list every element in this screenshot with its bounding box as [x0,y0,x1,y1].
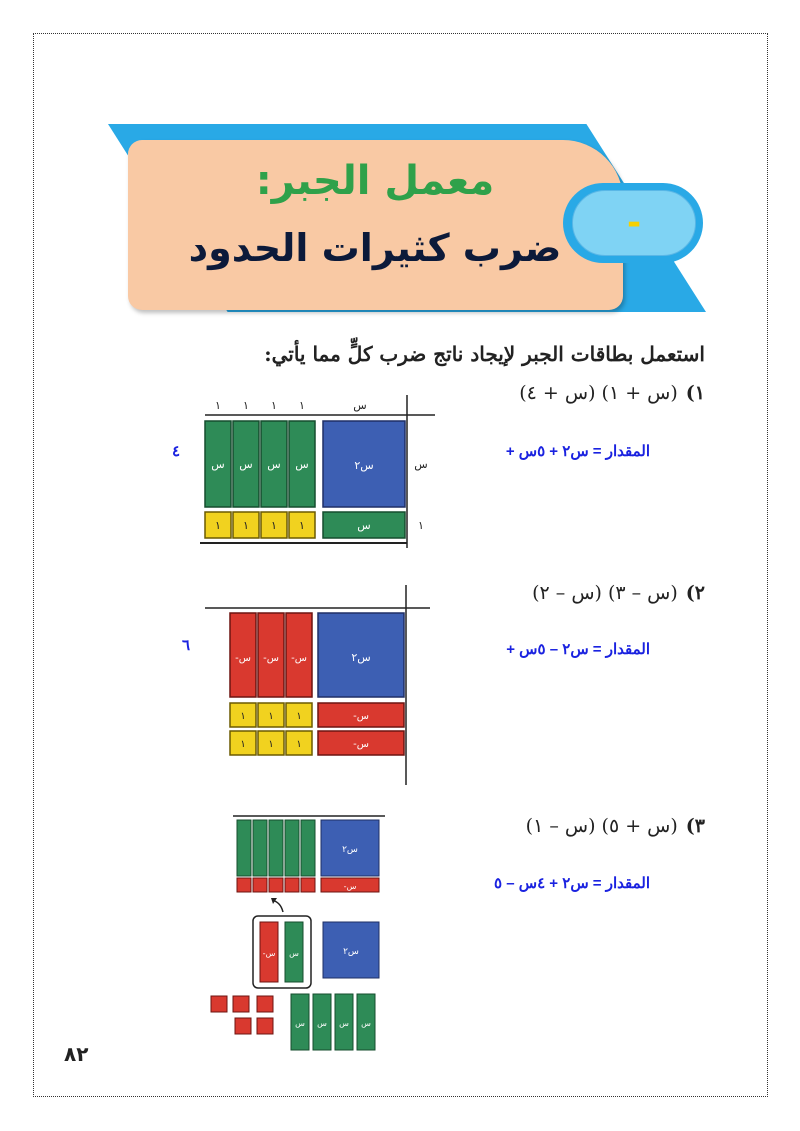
svg-text:س٢: س٢ [342,845,358,855]
svg-text:-س: -س [235,653,251,664]
algebra-tiles-2 [200,585,435,790]
svg-text:-س: -س [291,653,307,664]
answer-3: المقدار = س٢ + ٤س – ٥ [494,875,650,892]
side-value-2: ٦ [182,637,191,654]
svg-text:س: س [211,458,225,471]
problem-2 [532,582,705,604]
side-value-1: ٤ [172,443,181,460]
svg-text:-س: -س [262,949,276,958]
svg-text:١: ١ [243,399,249,412]
answer-2: المقدار = س٢ – ٥س + [506,641,650,658]
instruction-text: استعمل بطاقات الجبر لإيجاد ناتج ضرب كلٍّ مما يأتي: [264,342,705,366]
page-title: معمل الجبر: [255,158,495,204]
algebra-tiles-1 [195,393,440,553]
svg-text:س: س [289,949,299,958]
svg-text:١: ١ [240,739,246,750]
svg-text:١: ١ [268,739,274,750]
x-squared-tile [321,820,379,876]
svg-text:س: س [357,519,371,532]
svg-text:س: س [339,1019,349,1028]
svg-text:س: س [317,1019,327,1028]
page-number: ٨٢ [64,1042,89,1066]
svg-text:س٢: س٢ [351,651,371,664]
svg-text:١: ١ [299,519,305,532]
svg-text:-س: -س [353,739,369,750]
page-subtitle: ضرب كثيرات الحدود [188,226,562,270]
svg-text:س: س [239,458,253,471]
svg-text:١: ١ [215,399,221,412]
svg-text:١: ١ [296,711,302,722]
svg-text:س٢: س٢ [354,459,374,472]
svg-text:١: ١ [299,399,305,412]
problem-expression: (س + ١) (س + ٤) [519,382,678,404]
svg-text:-س: -س [343,882,357,891]
problem-3 [526,815,705,837]
svg-text:س٢: س٢ [343,947,359,957]
svg-text:س: س [295,1019,305,1028]
problem-1 [519,382,705,404]
svg-text:-س: -س [263,653,279,664]
lesson-badge: - [572,190,696,256]
svg-text:١: ١ [418,519,424,532]
svg-text:١: ١ [240,711,246,722]
svg-text:س: س [414,458,428,471]
svg-text:١: ١ [271,519,277,532]
problem-number: ١) [685,382,705,404]
svg-text:س: س [267,458,281,471]
problem-number: ٢) [685,582,705,604]
svg-text:-س: -س [353,711,369,722]
svg-text:١: ١ [296,739,302,750]
problem-expression: (س + ٥) (س – ١) [525,815,678,837]
algebra-tiles-3 [205,812,390,1057]
svg-text:س: س [361,1019,371,1028]
svg-text:١: ١ [268,711,274,722]
svg-text:س: س [353,399,367,412]
svg-text:١: ١ [243,519,249,532]
x-squared-tile [323,421,405,507]
svg-text:س: س [295,458,309,471]
problem-expression: (س – ٣) (س – ٢) [532,582,678,604]
svg-text:١: ١ [271,399,277,412]
answer-1: المقدار = س٢ + ٥س + [505,443,650,460]
x-squared-tile [318,613,404,697]
problem-number: ٣) [685,815,705,837]
svg-text:١: ١ [215,519,221,532]
